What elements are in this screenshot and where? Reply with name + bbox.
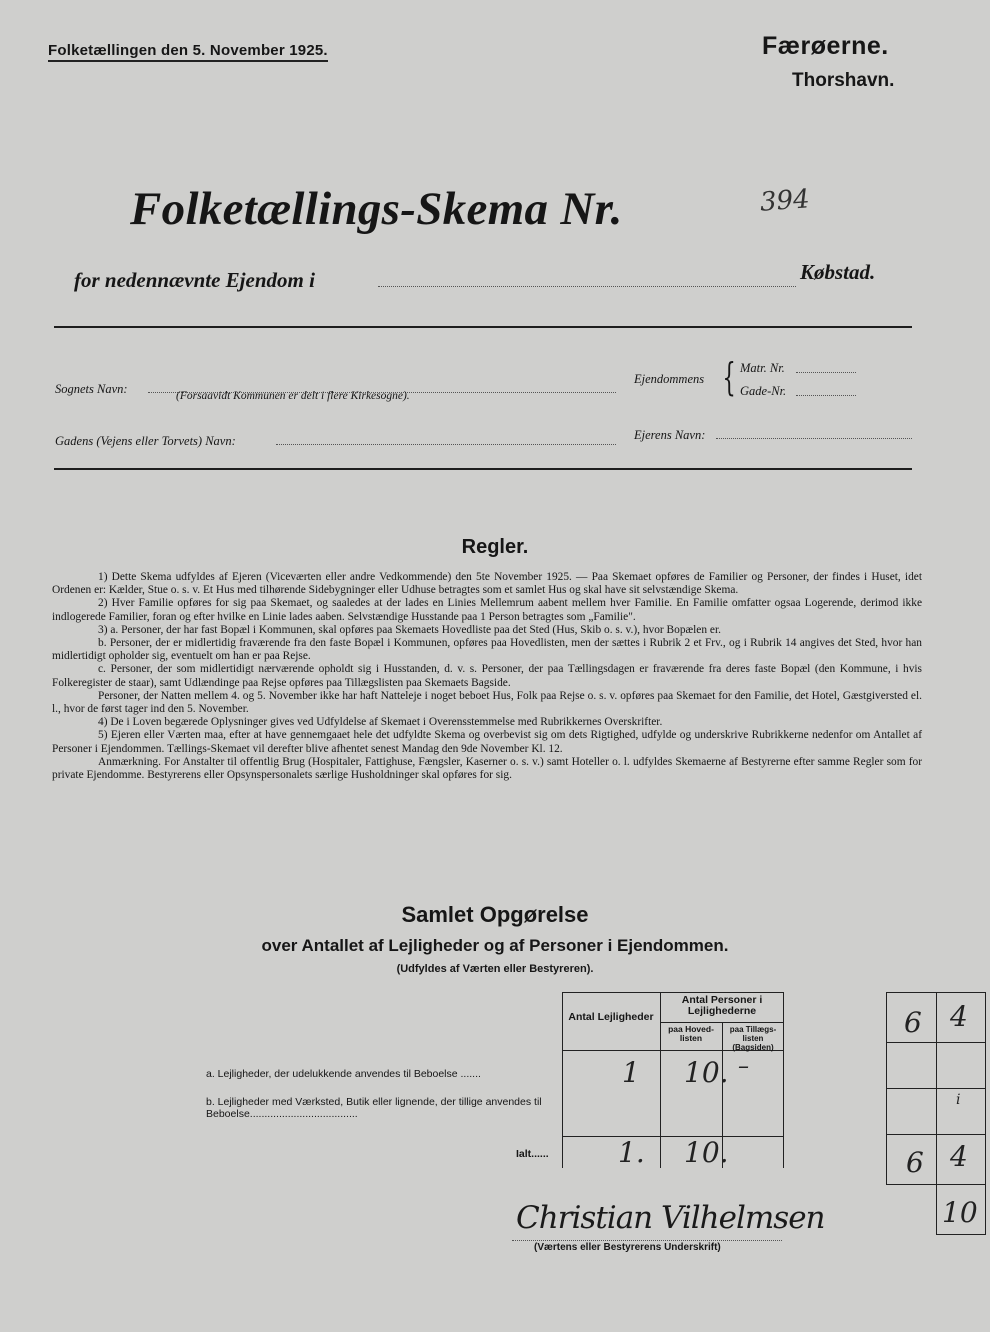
rule-paragraph: c. Personer, der som midlertidigt nærværende opholdt sig i Husstanden, d. v. s. Personer, der paa Tællingsdagen er fraværende fra deres faste Bopæl (den Kommune, i hvis Folkeregister de staar), samt Udlændinge paa Rejse opføres paa Tillægslisten paa Skemaets Bagside. xyxy=(52,663,922,689)
row-a-main-list: 10. xyxy=(684,1056,729,1089)
rule-paragraph: 2) Hver Familie opføres for sig paa Skemaet, og saaledes at der lades en Linies Mellemrum aabent mellem hver Familie. En Familie omfatter ogsaa Logerende, derimod ikke indlogerede Familier, foran og efter hvilke en Linie lades aaben. Selvstændige Husstande paa 1 Person betragtes som „Familie". xyxy=(52,597,922,623)
owner-signature: Christian Vilhelmsen xyxy=(516,1200,825,1236)
islands-header: Færøerne. xyxy=(762,32,889,60)
side-cell: 6 xyxy=(904,1006,922,1039)
row-total-label: Ialt...... xyxy=(516,1148,549,1160)
house-no-label: Gade-Nr. xyxy=(740,384,787,398)
table-line xyxy=(886,992,887,1184)
rule-paragraph: Anmærkning. For Anstalter til offentlig Brug (Hospitaler, Fattighuse, Fængsler, Kaserner o. s. v.) samt Hoteller o. l. udfyldes Skemaerne af Bestyrerne efter samme Regler som for private Ejendomme. Bestyrerens eller Opsynspersonalets særlige Husholdninger skal opføres for sig. xyxy=(52,755,922,782)
total-main-list: 10. xyxy=(684,1136,729,1169)
row-a-suppl-list: – xyxy=(738,1054,749,1079)
side-cell: i xyxy=(956,1092,961,1108)
for-property-label: for nedennævnte Ejendom i xyxy=(74,268,315,292)
parish-label: Sognets Navn: xyxy=(55,382,128,396)
property-label: Ejendommens xyxy=(634,372,705,386)
rule-paragraph: b. Personer, der er midlertidig fraværende fra den faste Bopæl i Kommunen, opføres paa Hovedlisten, men der sættes i Rubrik 2 et Frv., og i Rubrik 14 angives det Sted, hvor han midlertidigt opholder sig, eventuelt om han er paa Rejse. xyxy=(52,637,922,663)
matr-label: Matr. Nr. xyxy=(740,361,785,375)
side-cell: 4 xyxy=(950,1000,968,1033)
row-a-label: a. Lejligheder, der udelukkende anvendes til Beboelse ....... xyxy=(206,1068,481,1080)
owner-label: Ejerens Navn: xyxy=(634,428,706,442)
census-date-header: Folketællingen den 5. November 1925. xyxy=(48,42,328,62)
table-line xyxy=(936,1234,986,1235)
rule-paragraph: 4) De i Loven begærede Oplysninger gives ved Udfyldelse af Skemaet i Overensstemmelse med Rubrikkernes Overskrifter. xyxy=(98,716,663,729)
form-title: Folketællings-Skema Nr. xyxy=(130,183,623,235)
brace-icon: { xyxy=(722,355,736,399)
rules-heading: Regler. xyxy=(461,536,529,558)
total-apartments: 1. xyxy=(618,1136,645,1169)
signature-caption: (Værtens eller Bestyrerens Underskrift) xyxy=(534,1242,721,1253)
side-total: 10 xyxy=(942,1196,978,1229)
rule-paragraph: 1) Dette Skema udfyldes af Ejeren (Viceværten eller andre Vedkommende) den 5te November 1925. — Paa Skemaet opføres de Familier og Personer, der findes i Huset, idet Ordenen er: Kælder, Stue o. s. v. Et Hus med tilhørende Sidebygninger eller Udhuse betragtes som et samlet Hus og skal have sit selvstændige Skema. xyxy=(52,571,922,597)
signature-line xyxy=(512,1240,782,1241)
side-cell: 6 xyxy=(906,1146,924,1179)
summary-note: (Udfyldes af Værten eller Bestyreren). xyxy=(396,963,594,975)
rule-paragraph: 5) Ejeren eller Værten maa, efter at have gennemgaaet hele det udfyldte Skema og overbevist sig om dets Rigtighed, udfylde og underskrive Rubrikkerne nedenfor om Antallet af Personer i Ejendommen. Tællings-Skemaet vil derefter blive afhentet senest Mandag den 9de November Kl. 12. xyxy=(52,729,922,755)
town-type-label: Købstad. xyxy=(800,260,876,284)
street-label: Gadens (Vejens eller Torvets) Navn: xyxy=(55,434,236,448)
summary-title: Samlet Opgørelse xyxy=(401,902,589,927)
schema-number-handwritten: 394 xyxy=(759,184,811,218)
table-line xyxy=(985,992,986,1234)
row-b-label: b. Lejligheder med Værksted, Butik eller lignende, der tillige anvendes til Beboelse..................................... xyxy=(206,1096,542,1120)
side-cell: 4 xyxy=(950,1140,968,1173)
summary-subtitle: over Antallet af Lejligheder og af Personer i Ejendommen. xyxy=(261,936,729,955)
table-line xyxy=(936,992,937,1234)
parish-note: (Forsaavidt Kommunen er delt i flere Kirkesogne). xyxy=(176,390,410,402)
col-main-list-header: paa Hoved-listen xyxy=(668,1024,714,1043)
town-header: Thorshavn. xyxy=(792,70,895,91)
col-apartments-header: Antal Lejligheder xyxy=(568,1011,654,1023)
rule-paragraph: Personer, der Natten mellem 4. og 5. November ikke har haft Natteleje i noget beboet Hus, Folk paa Rejse o. s. v. opføres paa Skemaet for den Familie, det Hotel, Gæstgiversted el. l., hvor de først tager ind den 5. November. xyxy=(52,689,922,716)
col-persons-header: Antal Personer i Lejlighederne xyxy=(681,994,763,1017)
col-suppl-list-header: paa Tillægs-listen (Bagsiden) xyxy=(729,1025,777,1052)
rule-paragraph: 3) a. Personer, der har fast Bopæl i Kommunen, skal opføres paa Skemaets Hovedliste paa det Sted (Hus, Skib o. s. v.), hvor Bopælen er. xyxy=(98,623,721,636)
row-a-apartments: 1 xyxy=(622,1056,640,1089)
